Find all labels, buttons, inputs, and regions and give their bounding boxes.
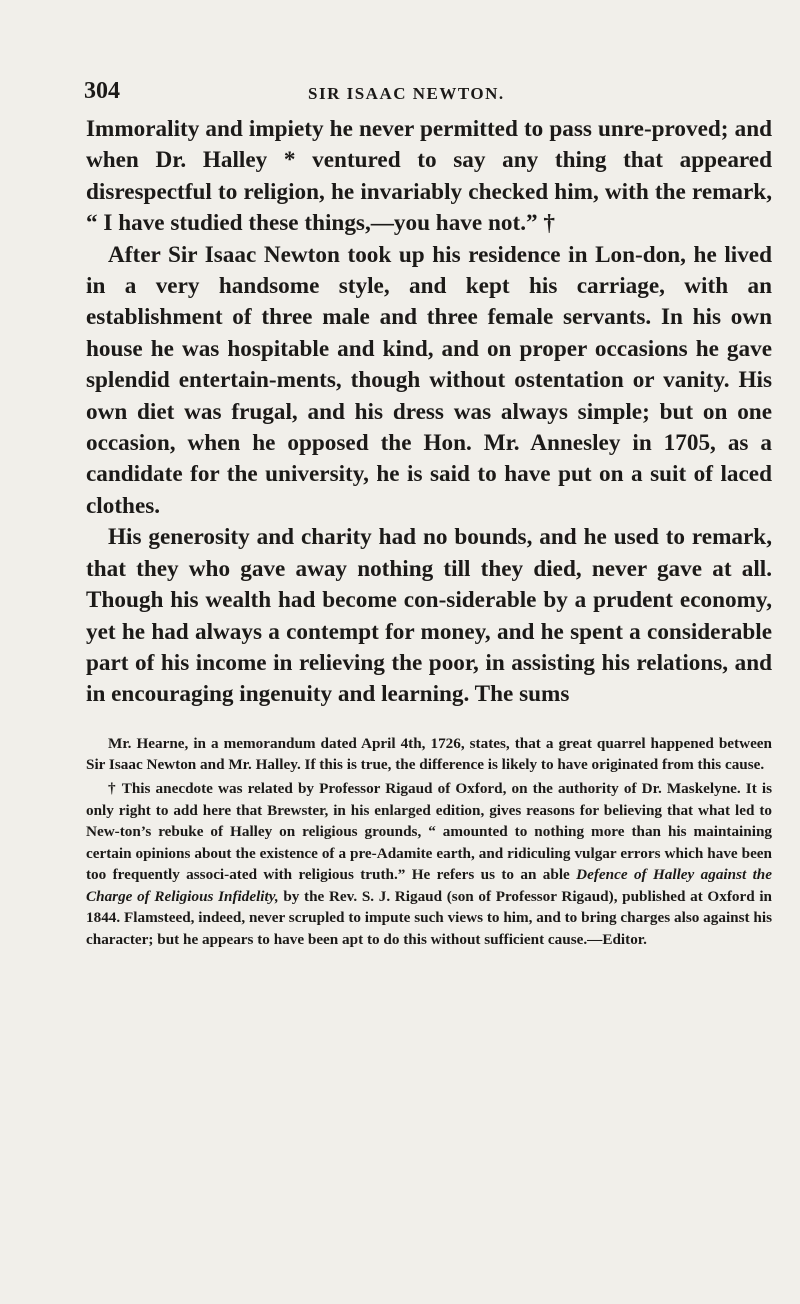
footnote-continued: Mr. Hearne, in a memorandum dated April 4th, 1726, states, that a great quarrel happened between Sir Isaac Newton and Mr. Halley. If this is true, the difference is likely to have originated from this cause. — [86, 734, 772, 774]
footnote-cited-title: Defence of Halley against the Charge of Religious Infidelity, — [86, 866, 772, 905]
book-page — [86, 78, 772, 951]
paragraph-1: Immorality and impiety he never permitted to pass unre-proved; and when Dr. Halley * ventured to say any thing that appeared disrespectful to religion, he invariably checked him, with the remark, “ I have studied these things,—you have not.” † — [86, 116, 772, 237]
page-header — [86, 78, 772, 112]
page-number: 304 — [84, 78, 120, 104]
paragraph-2: After Sir Isaac Newton took up his residence in Lon-don, he lived in a very handsome style, and kept his carriage, with an establishment of three male and three female servants. In his own house he was hospitable and kind, and on proper occasions he gave splendid entertain-ments, though without ostentation or vanity. His own diet was frugal, and his dress was always simple; but on one occasion, when he opposed the Hon. Mr. Annesley in 1705, as a candidate for the university, he is said to have put on a suit of laced clothes. — [86, 241, 772, 519]
footnote-dagger-tail: by the Rev. S. J. Rigaud (son of Professor Rigaud), published at Oxford in 1844. Flamsteed, indeed, never scrupled to impute such views to him, and to bring charges also against his character; but he appears to have been apt to do this without sufficient cause.—Editor. — [86, 887, 772, 949]
running-title: SIR ISAAC NEWTON. — [308, 84, 505, 103]
footnote-dagger — [86, 778, 772, 951]
footnote-dagger-text: † This anecdote was related by Professor Rigaud of Oxford, on the authority of Dr. Maskelyne. It is only right to add here that Brewster, in his enlarged edition, gives reasons for believing that what led to New-ton’s rebuke of Halley on religious grounds, “ amounted to nothing more than his maintaining certain opinions about the existence of a pre-Adamite earth, and ridiculing vulgar errors which have been too frequently associ-ated with religious truth.” He refers us to an able — [86, 779, 772, 884]
main-text — [86, 114, 772, 711]
footnotes — [86, 733, 772, 951]
paragraph-3: His generosity and charity had no bounds, and he used to remark, that they who gave away nothing till they died, never gave at all. Though his wealth had become con-siderable by a prudent economy, yet he had always a contempt for money, and he spent a considerable part of his income in relieving the poor, in assisting his relations, and in encouraging ingenuity and learning. The sums — [86, 524, 772, 708]
